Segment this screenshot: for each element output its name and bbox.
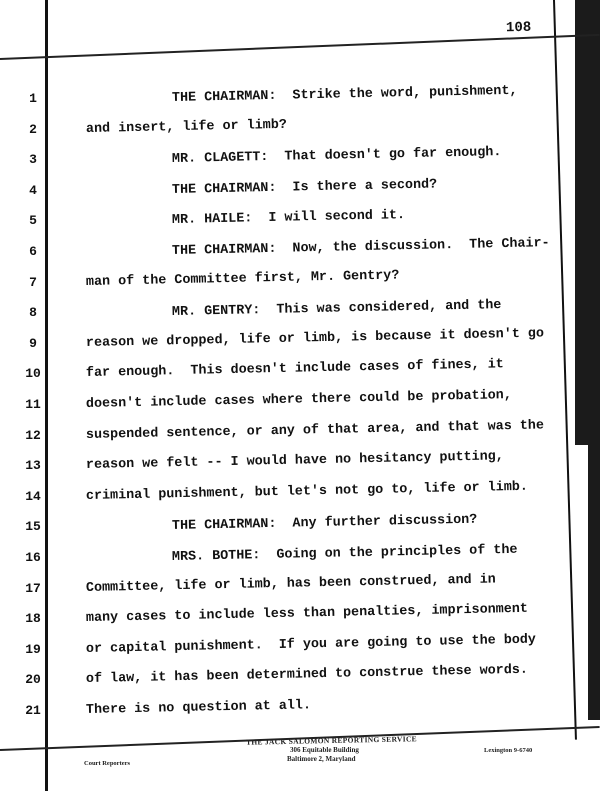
line-text: far enough. This doesn't include cases of fines, it	[85, 357, 504, 382]
transcript-line	[0, 145, 600, 172]
transcript-line	[0, 542, 600, 570]
line-number: 4	[29, 182, 37, 198]
line-number: 13	[25, 458, 41, 474]
line-number: 12	[25, 427, 41, 443]
line-number: 15	[25, 519, 41, 535]
line-text: man of the Committee first, Mr. Gentry?	[85, 268, 400, 290]
line-text: doesn't include cases where there could be probation,	[85, 388, 512, 412]
line-number: 21	[25, 703, 41, 718]
line-text: of law, it has been determined to construe these words.	[85, 663, 529, 688]
line-text: reason we dropped, life or limb, is because it doesn't go	[85, 326, 545, 351]
line-number: 20	[25, 672, 41, 688]
footer-address-2: Baltimore 2, Maryland	[287, 755, 356, 763]
page-footer	[0, 730, 600, 791]
line-text: or capital punishment. If you are going to use the body	[85, 632, 537, 657]
line-text: and insert, life or limb?	[85, 117, 288, 137]
transcript-line	[0, 236, 600, 264]
line-number: 5	[29, 213, 37, 229]
line-number: 8	[29, 305, 37, 321]
footer-address-1: 306 Equitable Building	[290, 746, 359, 754]
line-text: MR. CLAGETT: That doesn't go far enough.	[171, 145, 502, 168]
line-number: 3	[29, 152, 37, 168]
line-text: MR. HAILE: I will second it.	[171, 208, 406, 229]
line-text: criminal punishment, but let's not go to, life or limb.	[85, 479, 529, 504]
transcript-line	[0, 208, 600, 233]
line-text: MRS. BOTHE: Going on the principles of the	[171, 542, 518, 565]
line-text: THE CHAIRMAN: Strike the word, punishment,	[171, 83, 518, 106]
line-text: THE CHAIRMAN: Any further discussion?	[171, 512, 478, 535]
line-text: MR. GENTRY: This was considered, and the	[171, 298, 502, 321]
line-number: 9	[29, 335, 37, 351]
transcript-line	[0, 83, 600, 111]
transcript-line	[0, 698, 600, 723]
transcript-line	[0, 298, 600, 325]
footer-phone: Lexington 9-6740	[484, 747, 533, 754]
line-number: 1	[29, 91, 37, 106]
footer-court-reporters: Court Reporters	[84, 760, 131, 767]
transcript-line	[0, 117, 600, 142]
line-number: 6	[29, 244, 37, 259]
footer-service-name: THE JACK SALOMON REPORTING SERVICE	[245, 734, 418, 747]
transcript-line	[0, 663, 600, 692]
transcript-line	[0, 601, 600, 631]
line-number: 7	[29, 274, 37, 290]
transcript-line	[0, 357, 600, 386]
transcript-line	[0, 388, 600, 417]
transcript-line	[0, 268, 600, 295]
transcript-line	[0, 572, 600, 601]
line-text: THE CHAIRMAN: Now, the discussion. The Chair-	[171, 236, 550, 259]
line-number: 17	[25, 580, 41, 596]
line-text: suspended sentence, or any of that area, and that was the	[85, 418, 545, 443]
transcript-line	[0, 479, 600, 509]
transcript-line	[0, 632, 600, 662]
line-text: THE CHAIRMAN: Is there a second?	[171, 177, 438, 198]
line-text: many cases to include less than penalties, imprisonment	[85, 601, 529, 627]
line-number: 16	[25, 550, 41, 565]
line-number: 10	[25, 366, 41, 382]
page-number: 108	[505, 19, 532, 37]
line-text: reason we felt -- I would have no hesitancy putting,	[85, 449, 504, 474]
line-number: 11	[25, 397, 41, 412]
transcript-line	[0, 449, 600, 478]
transcript-line	[0, 512, 600, 539]
line-text: Committee, life or limb, has been construed, and in	[85, 572, 496, 596]
line-number: 2	[29, 121, 37, 137]
transcript-line	[0, 326, 600, 356]
line-text: There is no question at all.	[85, 698, 312, 718]
line-number: 18	[25, 611, 41, 627]
line-number: 14	[25, 488, 41, 504]
transcript-line	[0, 177, 600, 203]
line-number: 19	[25, 641, 41, 657]
transcript-line	[0, 418, 600, 448]
